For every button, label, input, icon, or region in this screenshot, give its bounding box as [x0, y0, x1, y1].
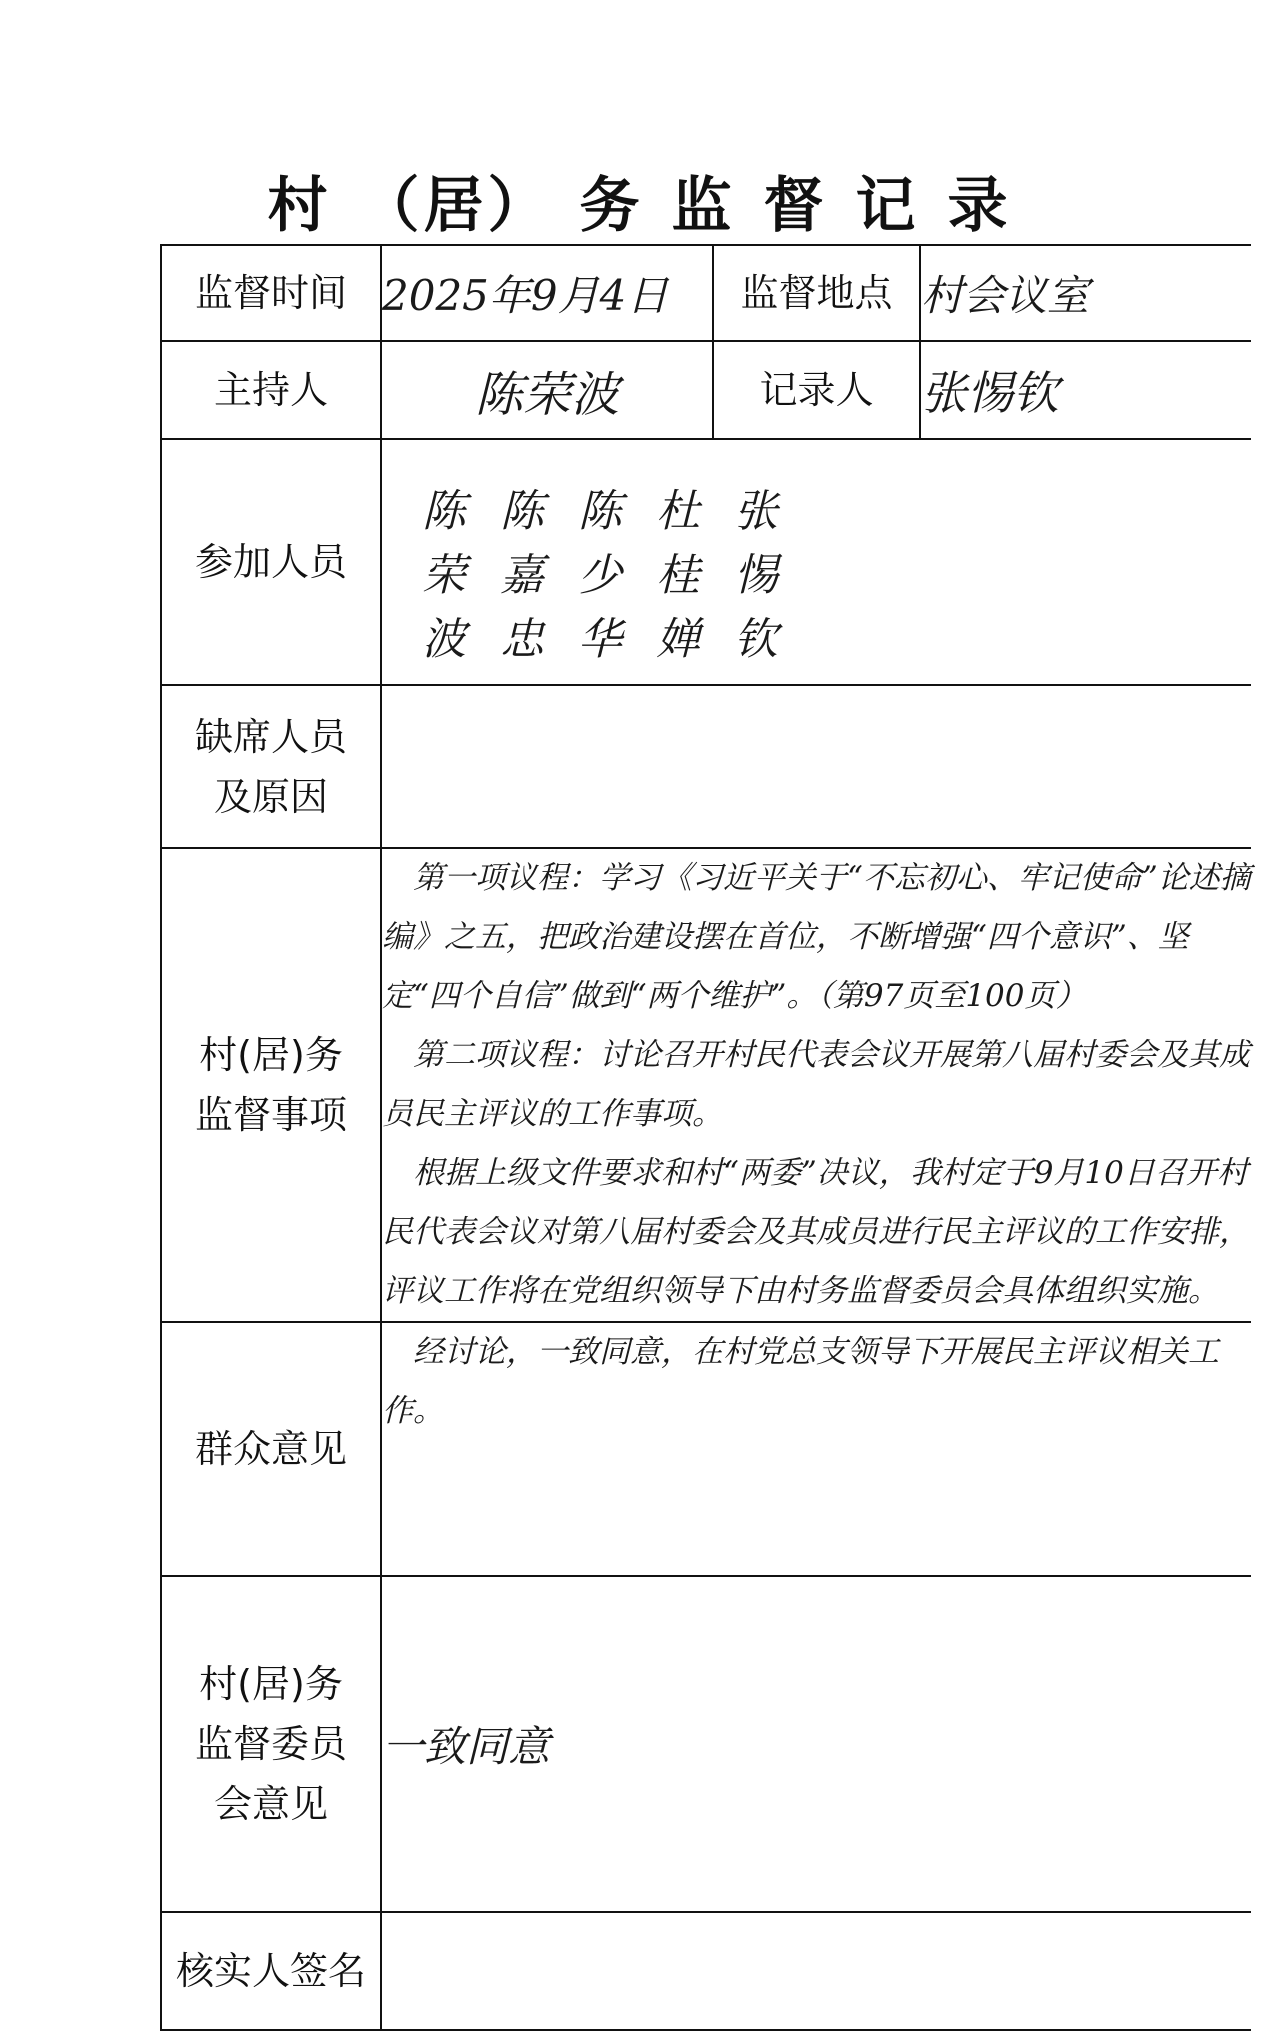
matters-paragraph: 经讨论，一致同意，在村党总支领导下开展民主评议相关工作。: [382, 1334, 1219, 1429]
absent-label-line: 及原因: [213, 774, 328, 819]
attendees-row: 陈 陈 陈 杜 张: [422, 486, 788, 537]
title-char: （居）: [359, 171, 552, 241]
title-char: 监: [671, 171, 736, 241]
row-absent: [161, 685, 1251, 848]
matters-paragraph: 第二项议程：讨论召开村民代表会议开展第八届村委会及其成员民主评议的工作事项。: [382, 1037, 1250, 1132]
matters-content: [381, 848, 1251, 1322]
title-char: 村: [267, 171, 332, 241]
title-char: 记: [855, 171, 920, 241]
record-table: [160, 244, 1251, 2031]
attendees-list: [382, 440, 1251, 672]
time-value: 2025年9月4日: [381, 245, 713, 341]
public-opinion-label: 群众意见: [161, 1322, 381, 1576]
row-committee-opinion: [161, 1576, 1251, 1912]
recorder-value: 张惕钦: [920, 341, 1251, 439]
matters-label-line: 村(居)务: [199, 1033, 343, 1077]
recorder-label: 记录人: [713, 341, 920, 439]
attendees-label: 参加人员: [161, 439, 381, 685]
matters-paragraph: 第一项议程：学习《习近平关于“不忘初心、牢记使命”论述摘编》之五，把政治建设摆在首位，不断增强“四个意识”、坚定“四个自信”做到“两个维护”。（第97页至100页）: [382, 860, 1251, 1014]
verifier-signature: [381, 1912, 1251, 2030]
row-public-opinion: [161, 1322, 1251, 1576]
row-time-place: [161, 245, 1251, 341]
public-opinion-cell: [381, 1322, 1251, 1576]
absent-value: [381, 685, 1251, 848]
verifier-label: 核实人签名: [161, 1912, 381, 2030]
matters-paragraph: 根据上级文件要求和村“两委”决议，我村定于9月10日召开村民代表会议对第八届村委会及其成员进行民主评议的工作安排，评议工作将在党组织领导下由村务监督委员会具体组织实施。: [382, 1155, 1250, 1309]
committee-opinion-value: 一致同意: [381, 1576, 1251, 1912]
absent-label: [161, 685, 381, 848]
committee-label-line: 监督委员: [194, 1722, 347, 1766]
row-attendees: [161, 439, 1251, 685]
host-value: 陈荣波: [381, 341, 713, 439]
matters-label-line: 监督事项: [194, 1093, 347, 1137]
committee-label-line: 村(居)务: [199, 1662, 343, 1706]
attendees-row: 波 忠 华 婵 钦: [422, 614, 788, 665]
host-label: 主持人: [161, 341, 381, 439]
committee-label-line: 会意见: [213, 1782, 328, 1826]
row-matters: [161, 848, 1251, 1322]
attendees-cell: [381, 439, 1251, 685]
row-host-recorder: [161, 341, 1251, 439]
attendees-row: 荣 嘉 少 桂 惕: [422, 550, 788, 601]
place-value: 村会议室: [920, 245, 1251, 341]
row-verifier: [161, 1912, 1251, 2030]
committee-label: [161, 1576, 381, 1912]
place-label: 监督地点: [713, 245, 920, 341]
title-char: 务: [579, 171, 644, 241]
title-char: 督: [763, 171, 828, 241]
document-title: [0, 158, 1279, 244]
time-label: 监督时间: [161, 245, 381, 341]
matters-label: [161, 848, 381, 1322]
title-char: 录: [947, 171, 1012, 241]
absent-label-line: 缺席人员: [194, 714, 347, 759]
